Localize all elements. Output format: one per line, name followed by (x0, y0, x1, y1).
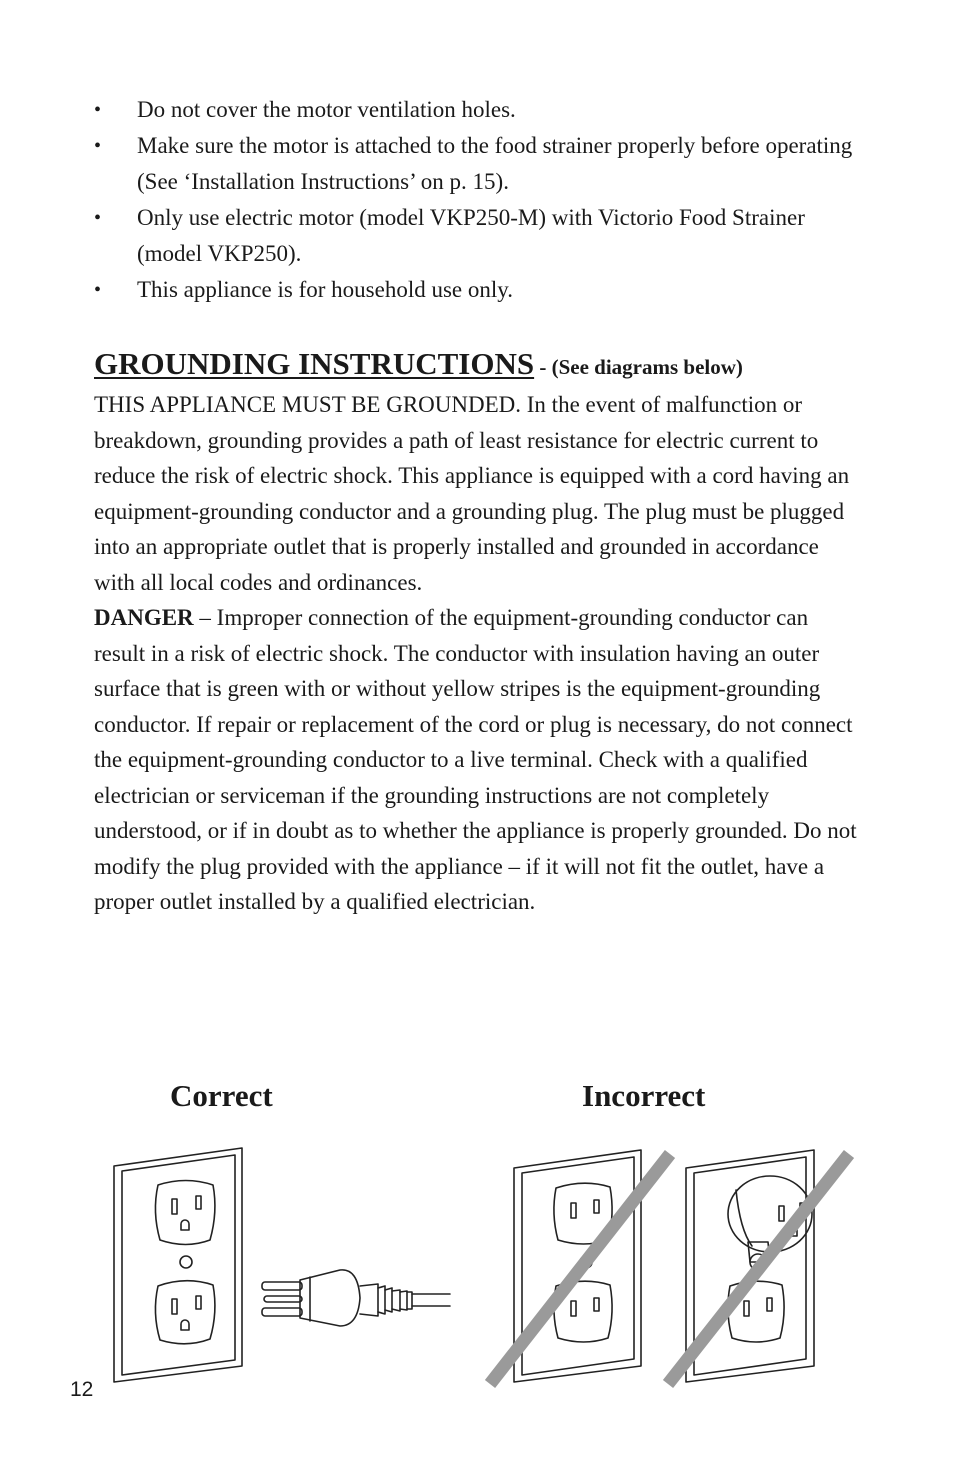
section-heading (94, 344, 864, 387)
danger-paragraph (94, 600, 864, 920)
grounded-outlet-icon (114, 1148, 242, 1382)
grounding-section (94, 344, 864, 920)
incorrect-label: Incorrect (582, 1078, 706, 1113)
precautions-list (94, 92, 854, 308)
prohibited-slash-icon (490, 1154, 849, 1384)
outlet-diagrams (0, 1140, 954, 1400)
list-item: • Do not cover the motor ventilation holes. (94, 92, 854, 128)
page-number: 12 (70, 1378, 94, 1401)
list-item: • This appliance is for household use only. (94, 272, 854, 308)
correct-label: Correct (170, 1078, 273, 1113)
grounding-title: GROUNDING INSTRUCTIONS (94, 346, 535, 381)
grounding-body (94, 387, 864, 920)
grounding-subtitle: - (See diagrams below) (534, 355, 743, 379)
list-item: • Only use electric motor (model VKP250-M) with Victorio Food Strainer (model VKP250). (94, 200, 854, 272)
danger-text: – Improper connection of the equipment-grounding conductor can result in a risk of electric shock. The conductor with insulation having an outer surface that is green with or without yellow stripes is the equipment-grounding conductor. If repair or replacement of the cord or plug is necessary, do not connect the equipment-grounding conductor to a live terminal. Check with a qualified electrician or serviceman if the grounding instructions are not completely understood, or if in doubt as to whether the appliance is properly grounded. Do not modify the plug provided with the appliance – if it will not fit the outlet, have a proper outlet installed by a qualified electrician. (94, 605, 857, 914)
list-item: • Make sure the motor is attached to the food strainer properly before operating (See ‘Installation Instructions’ on p. 15). (94, 128, 854, 200)
grounding-paragraph: THIS APPLIANCE MUST BE GROUNDED. In the event of malfunction or breakdown, grounding provides a path of least resistance for electric current to reduce the risk of electric shock. This appliance is equipped with a cord having an equipment-grounding conductor and a grounding plug. The plug must be plugged into an appropriate outlet that is properly installed and grounded in accordance with all local codes and ordinances. (94, 392, 850, 595)
danger-label: DANGER (94, 605, 194, 630)
three-prong-plug-icon (262, 1270, 450, 1326)
